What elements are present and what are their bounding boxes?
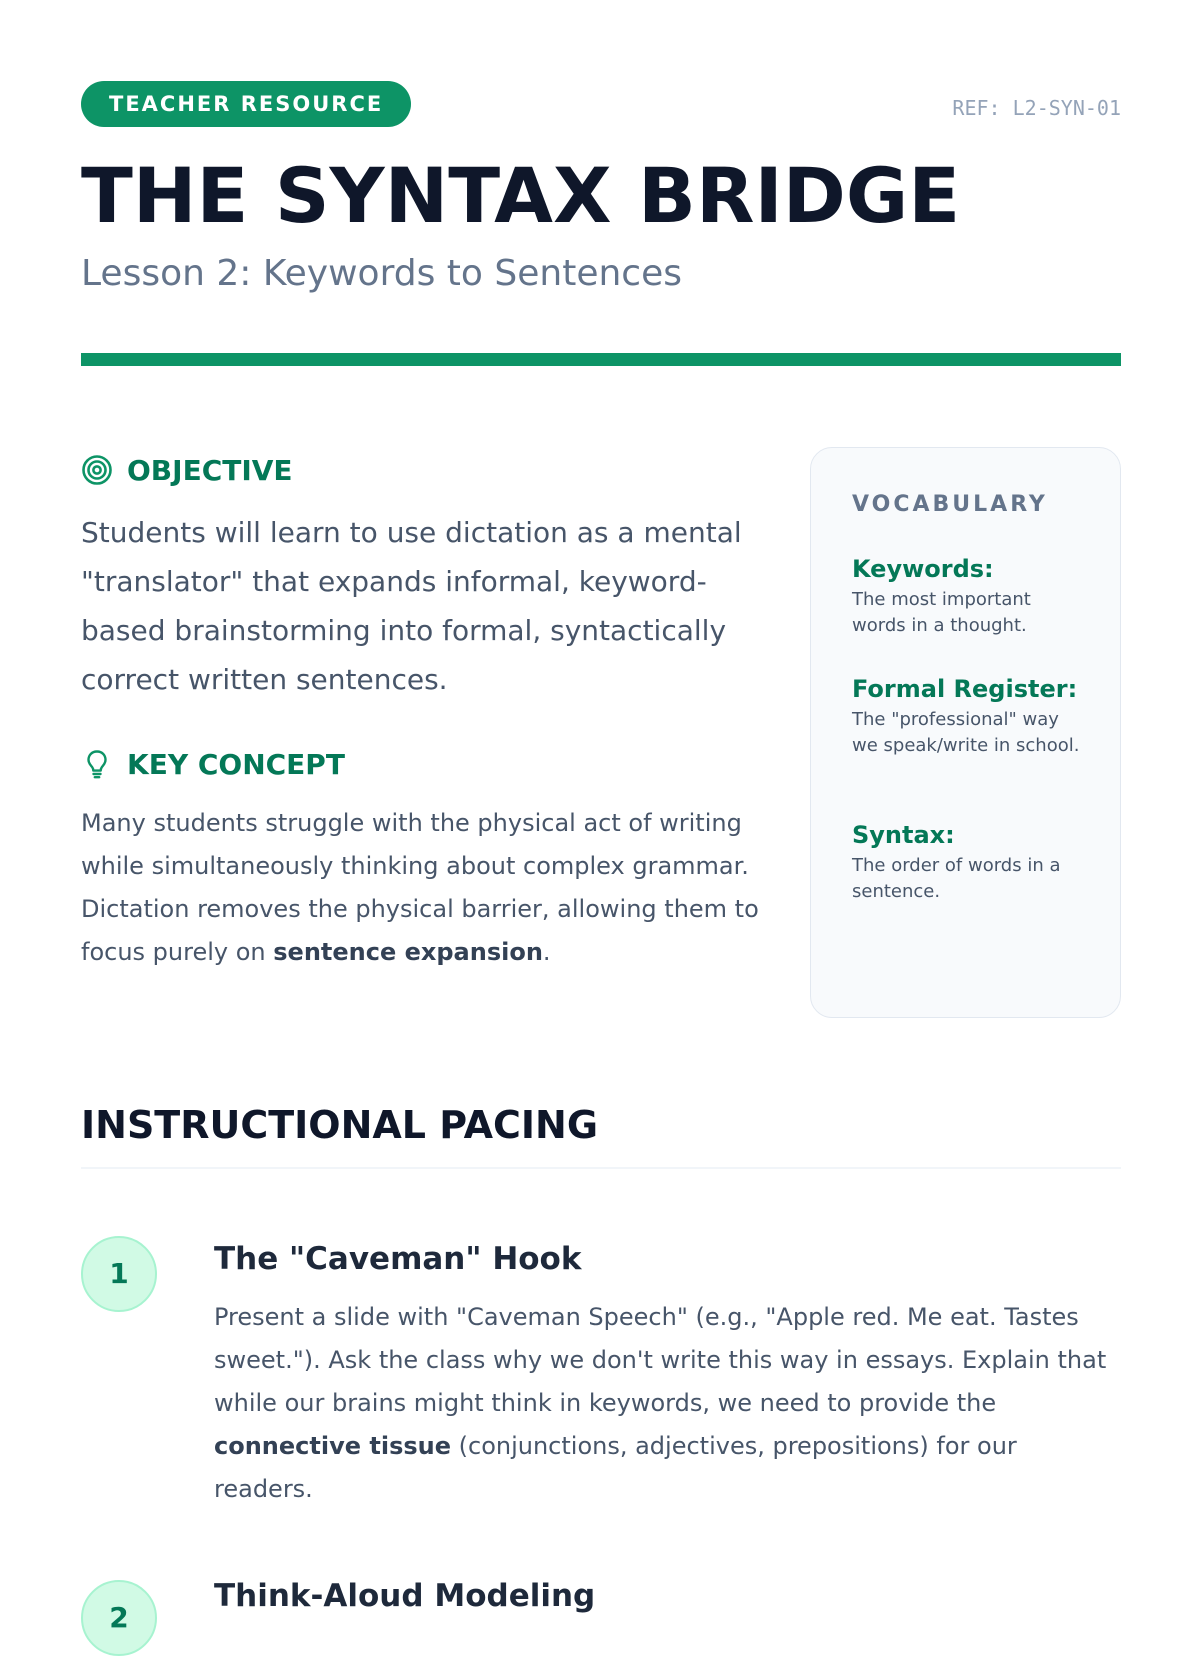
vocabulary-item-syntax bbox=[852, 819, 1084, 905]
pacing-divider bbox=[81, 1167, 1121, 1169]
key-concept-text-start: Many students struggle with the physical act of writing while simultaneously thinking about complex grammar. Dictation removes the physical barrier, allowing them to focus purely on bbox=[81, 809, 759, 966]
vocabulary-definition: The most important words in a thought. bbox=[852, 589, 1031, 636]
vocabulary-title: VOCABULARY bbox=[852, 492, 1048, 517]
target-icon bbox=[81, 454, 113, 486]
objective-heading bbox=[81, 452, 293, 488]
vocabulary-item-formal-register bbox=[852, 673, 1084, 759]
page-subtitle: Lesson 2: Keywords to Sentences bbox=[81, 253, 682, 294]
key-concept-heading bbox=[81, 746, 345, 782]
pacing-heading: INSTRUCTIONAL PACING bbox=[81, 1103, 599, 1147]
page-title: THE SYNTAX BRIDGE bbox=[81, 151, 961, 240]
step-description-start: Present a slide with "Caveman Speech" (e.g., "Apple red. Me eat. Tastes sweet."). Ask the class why we don't write this way in essays. Explain that while our brains might think in keywords, we need to provide the bbox=[214, 1303, 1107, 1417]
step-number-badge: 1 bbox=[81, 1236, 157, 1312]
key-concept-text-end: . bbox=[542, 938, 551, 966]
key-concept-text bbox=[81, 802, 761, 974]
header-divider bbox=[81, 353, 1121, 366]
step-description bbox=[214, 1296, 1121, 1511]
vocabulary-definition: The order of words in a sentence. bbox=[852, 855, 1061, 902]
vocabulary-definition: The "professional" way we speak/write in school. bbox=[852, 709, 1080, 756]
step-title: The "Caveman" Hook bbox=[214, 1241, 582, 1277]
lesson-page bbox=[81, 0, 1121, 1634]
teacher-resource-badge: TEACHER RESOURCE bbox=[81, 81, 411, 127]
vocabulary-term: Syntax: bbox=[852, 821, 955, 849]
reference-code: REF: L2-SYN-01 bbox=[952, 96, 1121, 120]
objective-label: OBJECTIVE bbox=[127, 453, 293, 487]
step-title: Think-Aloud Modeling bbox=[214, 1578, 596, 1614]
key-concept-emphasis: sentence expansion bbox=[273, 938, 543, 966]
step-number-badge: 2 bbox=[81, 1580, 157, 1656]
vocabulary-term: Formal Register: bbox=[852, 675, 1078, 703]
vocabulary-card bbox=[810, 447, 1121, 1018]
objective-text: Students will learn to use dictation as a mental "translator" that expands informal, keyword-based brainstorming into formal, syntactically correct written sentences. bbox=[81, 516, 742, 696]
vocabulary-term: Keywords: bbox=[852, 555, 994, 583]
key-concept-label: KEY CONCEPT bbox=[127, 747, 345, 781]
lightbulb-icon bbox=[81, 748, 113, 780]
step-description-emphasis: connective tissue bbox=[214, 1432, 451, 1460]
vocabulary-item-keywords bbox=[852, 553, 1084, 639]
step-description-end: (conjunctions, adjectives, prepositions) for our readers. bbox=[214, 1432, 1017, 1503]
